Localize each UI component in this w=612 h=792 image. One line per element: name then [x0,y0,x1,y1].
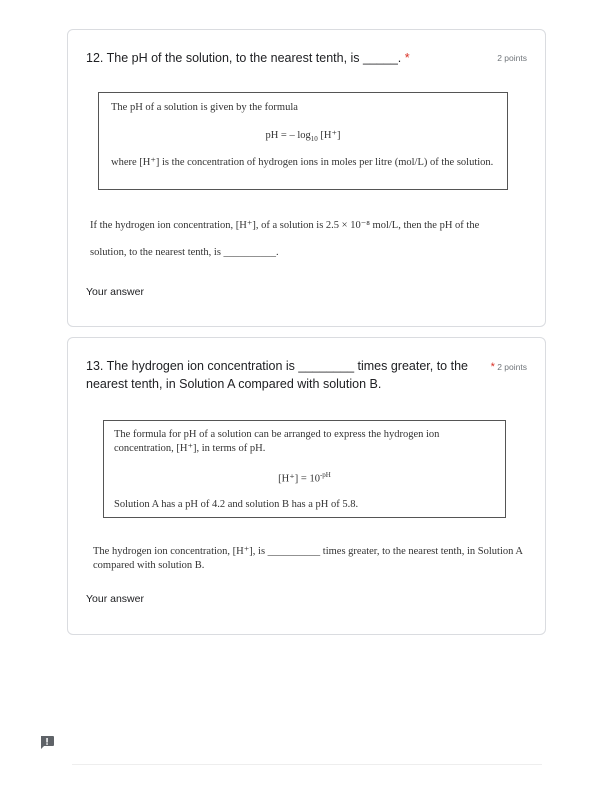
question-card-12 [67,29,546,327]
required-mark: * [404,51,410,65]
question-prompt: If the hydrogen ion concentration, [H⁺], of a solution is 2.5 × 10⁻⁸ mol/L, then the pH of the [90,220,480,231]
answer-input[interactable]: Your answer [86,593,144,605]
question-title [86,49,426,67]
question-prompt: The hydrogen ion concentration, [H⁺], is __________ times greater, to the nearest tenth, in Solution A compared with solution B. [93,546,523,571]
report-icon[interactable] [39,735,55,750]
points-label: * 2 points [490,361,527,373]
box-text: where [H⁺] is the concentration of hydrogen ions in moles per litre (mol/L) of the solution. [111,157,494,168]
question-prompt: solution, to the nearest tenth, is __________. [90,247,279,258]
question-text: 12. The pH of the solution, to the nearest tenth, is _____. [86,51,402,65]
box-text: The formula for pH of a solution can be arranged to express the hydrogen ion concentration, [H⁺], in terms of pH. [114,429,440,454]
formula: pH = – $\log_{10} [H^+]$ [265,130,341,144]
question-title [86,357,471,393]
points-label: 2 points [497,53,527,63]
box-text: The pH of a solution is given by the formula [111,102,298,113]
info-box [103,420,506,518]
formula: $[H^+] = 10^{-pH}$ [278,471,331,485]
required-mark: * [490,361,495,373]
question-card-13 [67,337,546,635]
divider [72,764,542,765]
question-text: 13. The hydrogen ion concentration is ________ times greater, to the nearest tenth, in Solution A compared with solution B. [86,359,468,391]
answer-input[interactable]: Your answer [86,286,144,298]
info-box [98,92,508,190]
box-text: Solution A has a pH of 4.2 and solution B has a pH of 5.8. [114,499,359,510]
